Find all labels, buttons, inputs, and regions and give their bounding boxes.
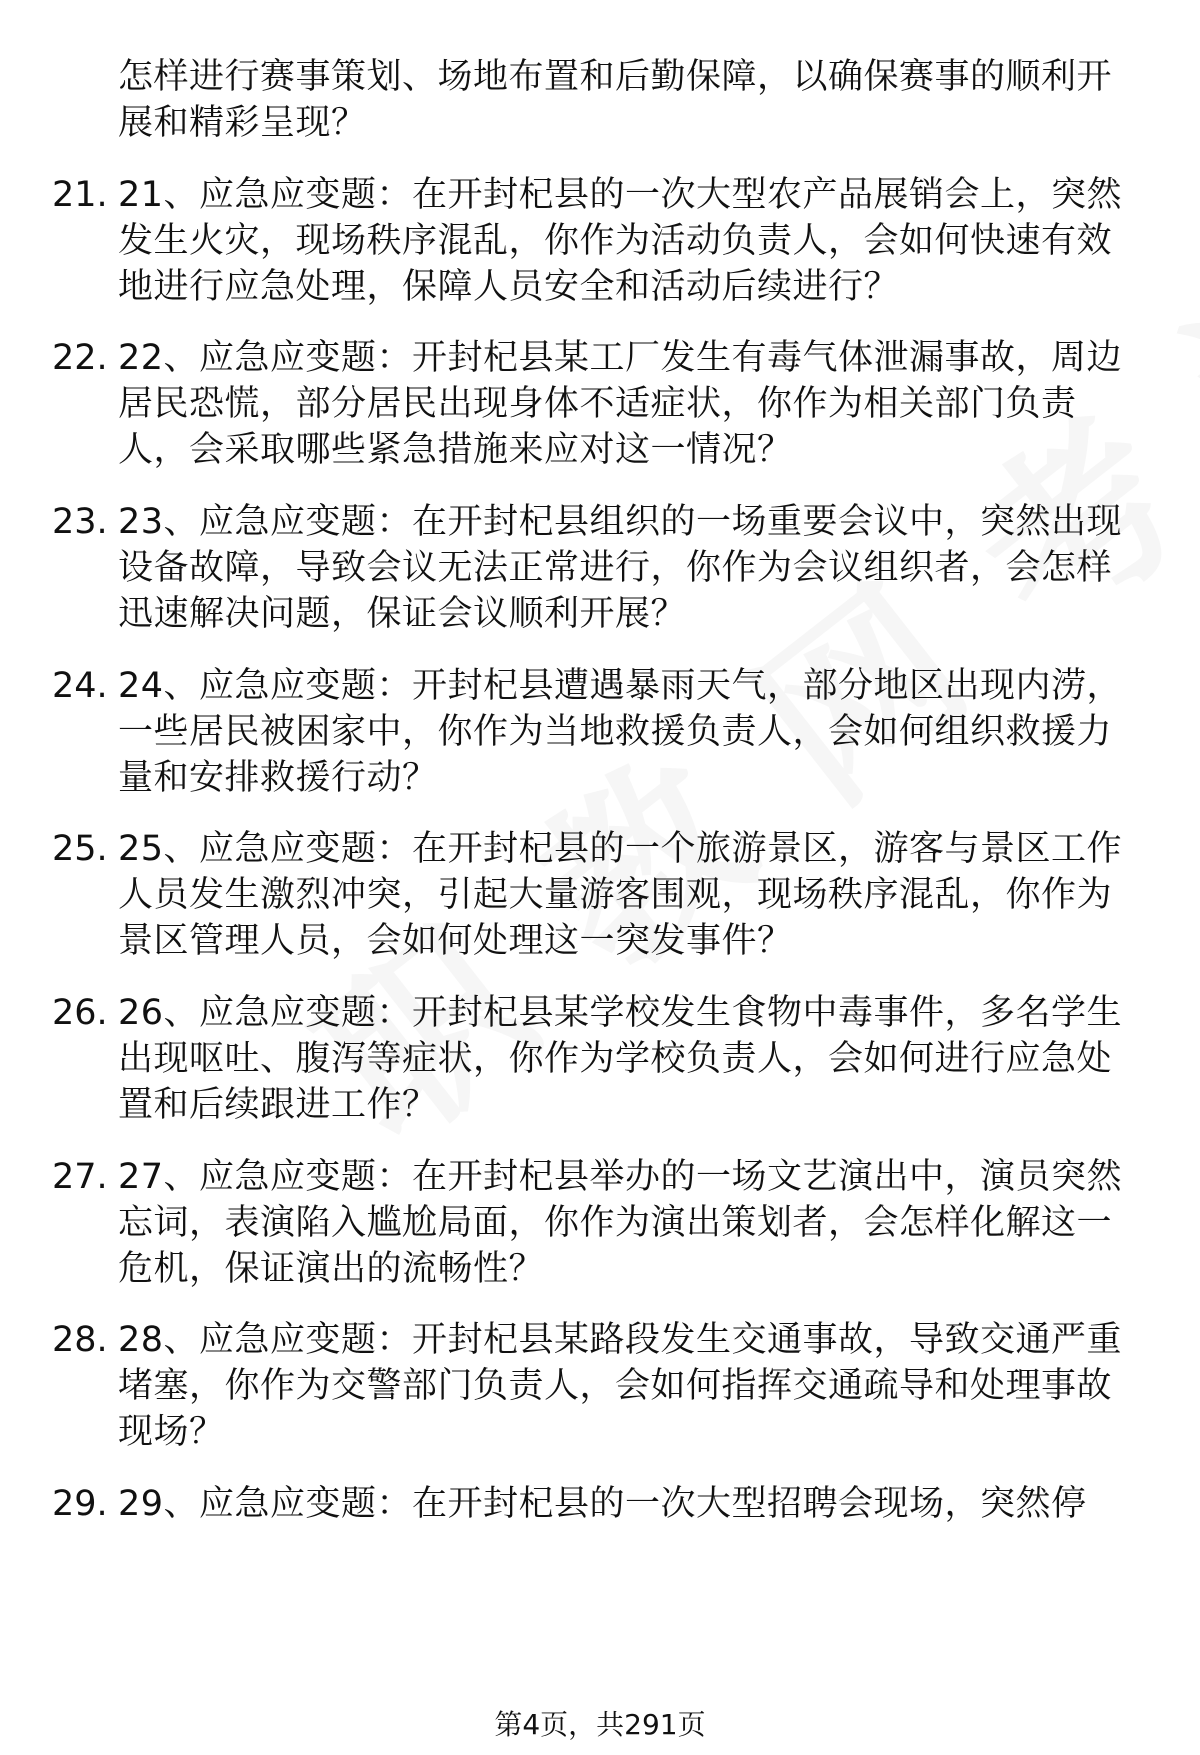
item-line: 27、应急应变题：在开封杞县举办的一场文艺演出中，演员突然 xyxy=(118,1157,1123,1197)
item-line: 人，会采取哪些紧急措施来应对这一情况？ xyxy=(118,430,793,470)
item-number: 23. xyxy=(52,502,108,542)
item-line: 地进行应急处理，保障人员安全和活动后续进行？ xyxy=(118,267,900,307)
item-line: 迅速解决问题，保证会议顺利开展？ xyxy=(118,594,687,634)
item-number: 25. xyxy=(52,829,108,869)
item-line: 21、应急应变题：在开封杞县的一次大型农产品展销会上，突然 xyxy=(118,175,1123,215)
item-number: 28. xyxy=(52,1320,108,1360)
item-line: 现场？ xyxy=(118,1412,225,1452)
item-line: 景区管理人员，会如何处理这一突发事件？ xyxy=(118,921,793,961)
item-line: 24、应急应变题：开封杞县遭遇暴雨天气，部分地区出现内涝， xyxy=(118,666,1123,706)
item-line: 23、应急应变题：在开封杞县组织的一场重要会议中，突然出现 xyxy=(118,502,1123,542)
item-line: 25、应急应变题：在开封杞县的一个旅游景区，游客与景区工作 xyxy=(118,829,1123,869)
item-line: 出现呕吐、腹泻等症状，你作为学校负责人，会如何进行应急处 xyxy=(118,1039,1113,1079)
intro-line-1: 怎样进行赛事策划、场地布置和后勤保障，以确保赛事的顺利开 xyxy=(118,57,1113,97)
item-number: 29. xyxy=(52,1484,108,1524)
item-line: 发生火灾，现场秩序混乱，你作为活动负责人，会如何快速有效 xyxy=(118,221,1113,261)
item-line: 量和安排救援行动？ xyxy=(118,758,438,798)
item-line: 忘词，表演陷入尴尬局面，你作为演出策划者，会怎样化解这一 xyxy=(118,1203,1113,1243)
item-line: 堵塞，你作为交警部门负责人，会如何指挥交通疏导和处理事故 xyxy=(118,1366,1113,1406)
item-line: 危机，保证演出的流畅性？ xyxy=(118,1249,545,1289)
item-number: 22. xyxy=(52,338,108,378)
item-line: 22、应急应变题：开封杞县某工厂发生有毒气体泄漏事故，周边 xyxy=(118,338,1123,378)
item-line: 一些居民被困家中，你作为当地救援负责人，会如何组织救援力 xyxy=(118,712,1113,752)
item-number: 24. xyxy=(52,666,108,706)
item-number: 21. xyxy=(52,175,108,215)
item-line: 人员发生激烈冲突，引起大量游客围观，现场秩序混乱，你作为 xyxy=(118,875,1113,915)
item-line: 28、应急应变题：开封杞县某路段发生交通事故，导致交通严重 xyxy=(118,1320,1123,1360)
item-number: 26. xyxy=(52,993,108,1033)
item-line: 26、应急应变题：开封杞县某学校发生食物中毒事件，多名学生 xyxy=(118,993,1123,1033)
item-number: 27. xyxy=(52,1157,108,1197)
item-line: 设备故障，导致会议无法正常进行，你作为会议组织者，会怎样 xyxy=(118,548,1113,588)
page-footer: 第4页，共291页 xyxy=(494,1708,706,1741)
item-line: 置和后续跟进工作？ xyxy=(118,1085,438,1125)
item-line: 居民恐慌，部分居民出现身体不适症状，你作为相关部门负责 xyxy=(118,384,1077,424)
intro-line-2: 展和精彩呈现？ xyxy=(118,103,367,143)
item-line: 29、应急应变题：在开封杞县的一次大型招聘会现场，突然停 xyxy=(118,1484,1087,1524)
